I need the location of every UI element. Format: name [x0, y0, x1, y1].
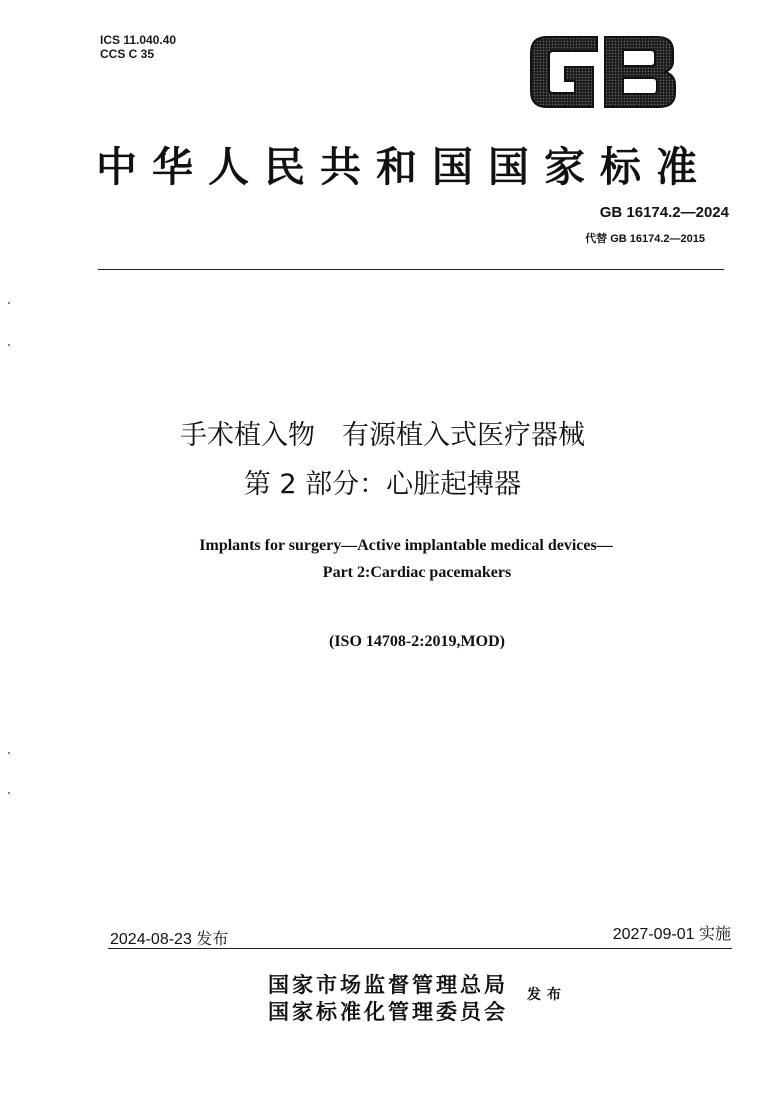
authority-samr: 国家市场监督管理总局 [268, 972, 508, 997]
scan-speck [8, 792, 10, 794]
scan-speck [8, 302, 10, 304]
scan-speck [8, 752, 10, 754]
implementation-date: 2027-09-01 实施 [612, 926, 731, 943]
issue-date: 2024-08-23 发布 [110, 931, 229, 948]
gb-logo [527, 31, 679, 113]
publish-label: 发布 [527, 987, 567, 1003]
english-title-line-2: Part 2:Cardiac pacemakers [322, 564, 512, 581]
authority-sac: 国家标准化管理委员会 [268, 999, 508, 1024]
footer-divider [108, 948, 732, 949]
iso-reference: (ISO 14708-2:2019,MOD) [329, 633, 505, 650]
ics-code: ICS 11.040.40 [100, 33, 177, 47]
gb-logo-graphic [527, 31, 679, 113]
national-standard-title: 中华人民共和国国家标准 [96, 143, 712, 191]
scan-speck [8, 344, 10, 346]
english-title-line-1: Implants for surgery—Active implantable medical devices— [199, 537, 613, 554]
chinese-title-line-2: 第 2 部分：心脏起搏器 [243, 469, 522, 500]
replaces-standard: 代替 GB 16174.2—2015 [585, 233, 705, 245]
header-divider [98, 269, 724, 270]
ccs-code: CCS C 35 [100, 47, 155, 61]
chinese-title-line-1: 手术植入物 有源植入式医疗器械 [180, 420, 585, 451]
issuing-authorities [268, 971, 508, 1025]
classification-codes [100, 33, 176, 61]
standard-number: GB 16174.2—2024 [599, 204, 729, 221]
